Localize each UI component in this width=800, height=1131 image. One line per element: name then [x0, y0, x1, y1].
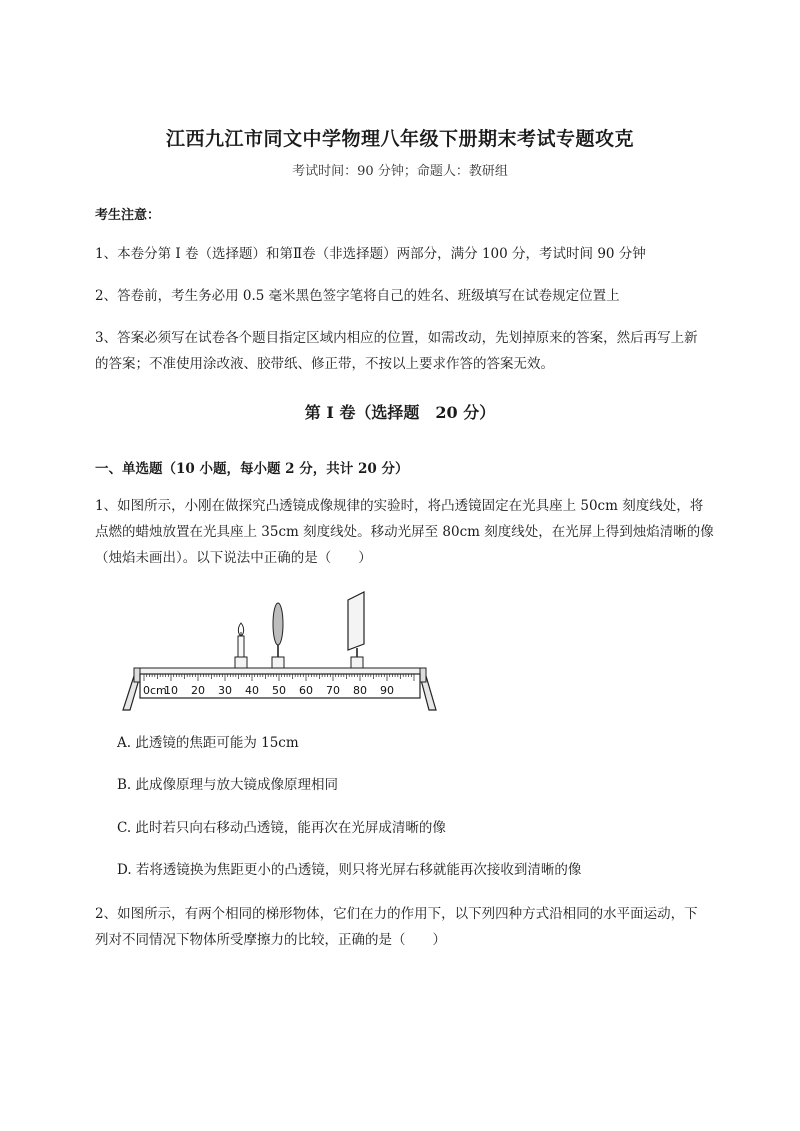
candle-holder	[235, 657, 247, 668]
q1-option-b[interactable]: B. 此成像原理与放大镜成像原理相同	[117, 777, 339, 793]
optical-bench-diagram	[122, 588, 442, 714]
ruler-label: 60	[299, 684, 313, 697]
q2-line-2: 列对不同情况下物体所受摩擦力的比较，正确的是（ ）	[95, 932, 446, 948]
candle	[235, 623, 247, 668]
screen-holder	[351, 657, 363, 668]
note-3-line-1: 3、答案必须写在试卷各个题目指定区域内相应的位置，如需改动，先划掉原来的答案，然后再写上新	[95, 330, 698, 346]
part-heading: 一、单选题（10 小题，每小题 2 分，共计 20 分）	[95, 461, 409, 477]
candle-body	[238, 636, 244, 657]
exam-info: 考试时间：90 分钟；命题人：教研组	[292, 164, 508, 179]
q1-option-a[interactable]: A. 此透镜的焦距可能为 15cm	[117, 735, 299, 751]
ruler-label: 80	[353, 684, 367, 697]
light-screen	[348, 592, 364, 668]
rail-top	[140, 668, 420, 674]
convex-lens	[272, 603, 284, 668]
ruler-label: 40	[245, 684, 259, 697]
ruler-label: 70	[326, 684, 340, 697]
ruler-label: 90	[380, 684, 394, 697]
screen-panel	[348, 592, 364, 650]
ruler-label: 20	[191, 684, 205, 697]
page-title: 江西九江市同文中学物理八年级下册期末考试专题攻克	[165, 128, 634, 150]
note-3-line-2: 的答案；不准使用涂改液、胶带纸、修正带，不按以上要求作答的答案无效。	[95, 356, 554, 372]
note-2: 2、答卷前，考生务必用 0.5 毫米黑色签字笔将自己的姓名、班级填写在试卷规定位置上	[95, 288, 620, 304]
q1-line-3: （烛焰未画出）。以下说法中正确的是（ ）	[95, 550, 372, 566]
q1-option-c[interactable]: C. 此时若只向右移动凸透镜，能再次在光屏成清晰的像	[117, 820, 446, 836]
q2-line-1: 2、如图所示，有两个相同的梯形物体，它们在力的作用下，以下列四种方式沿相同的水平面运动，下	[95, 906, 698, 922]
note-1: 1、本卷分第 I 卷（选择题）和第Ⅱ卷（非选择题）两部分，满分 100 分，考试时间 90 分钟	[95, 246, 646, 262]
q1-line-1: 1、如图所示，小刚在做探究凸透镜成像规律的实验时，将凸透镜固定在光具座上 50cm 刻度线处，将	[95, 498, 704, 514]
q1-option-d[interactable]: D. 若将透镜换为焦距更小的凸透镜，则只将光屏右移就能再次接收到清晰的像	[117, 862, 582, 878]
q1-line-2: 点燃的蜡烛放置在光具座上 35cm 刻度线处。移动光屏至 80cm 刻度线处，在光屏上得到烛焰清晰的像	[95, 524, 714, 540]
ruler-label: 0cm	[143, 684, 167, 697]
notes-heading: 考生注意：	[95, 208, 161, 223]
section-title: 第 I 卷（选择题 20 分）	[304, 403, 496, 422]
ruler-label: 10	[164, 684, 178, 697]
lens-holder	[272, 657, 284, 668]
ruler-label: 50	[272, 684, 286, 697]
ruler-label: 30	[218, 684, 232, 697]
lens-body	[273, 603, 283, 645]
